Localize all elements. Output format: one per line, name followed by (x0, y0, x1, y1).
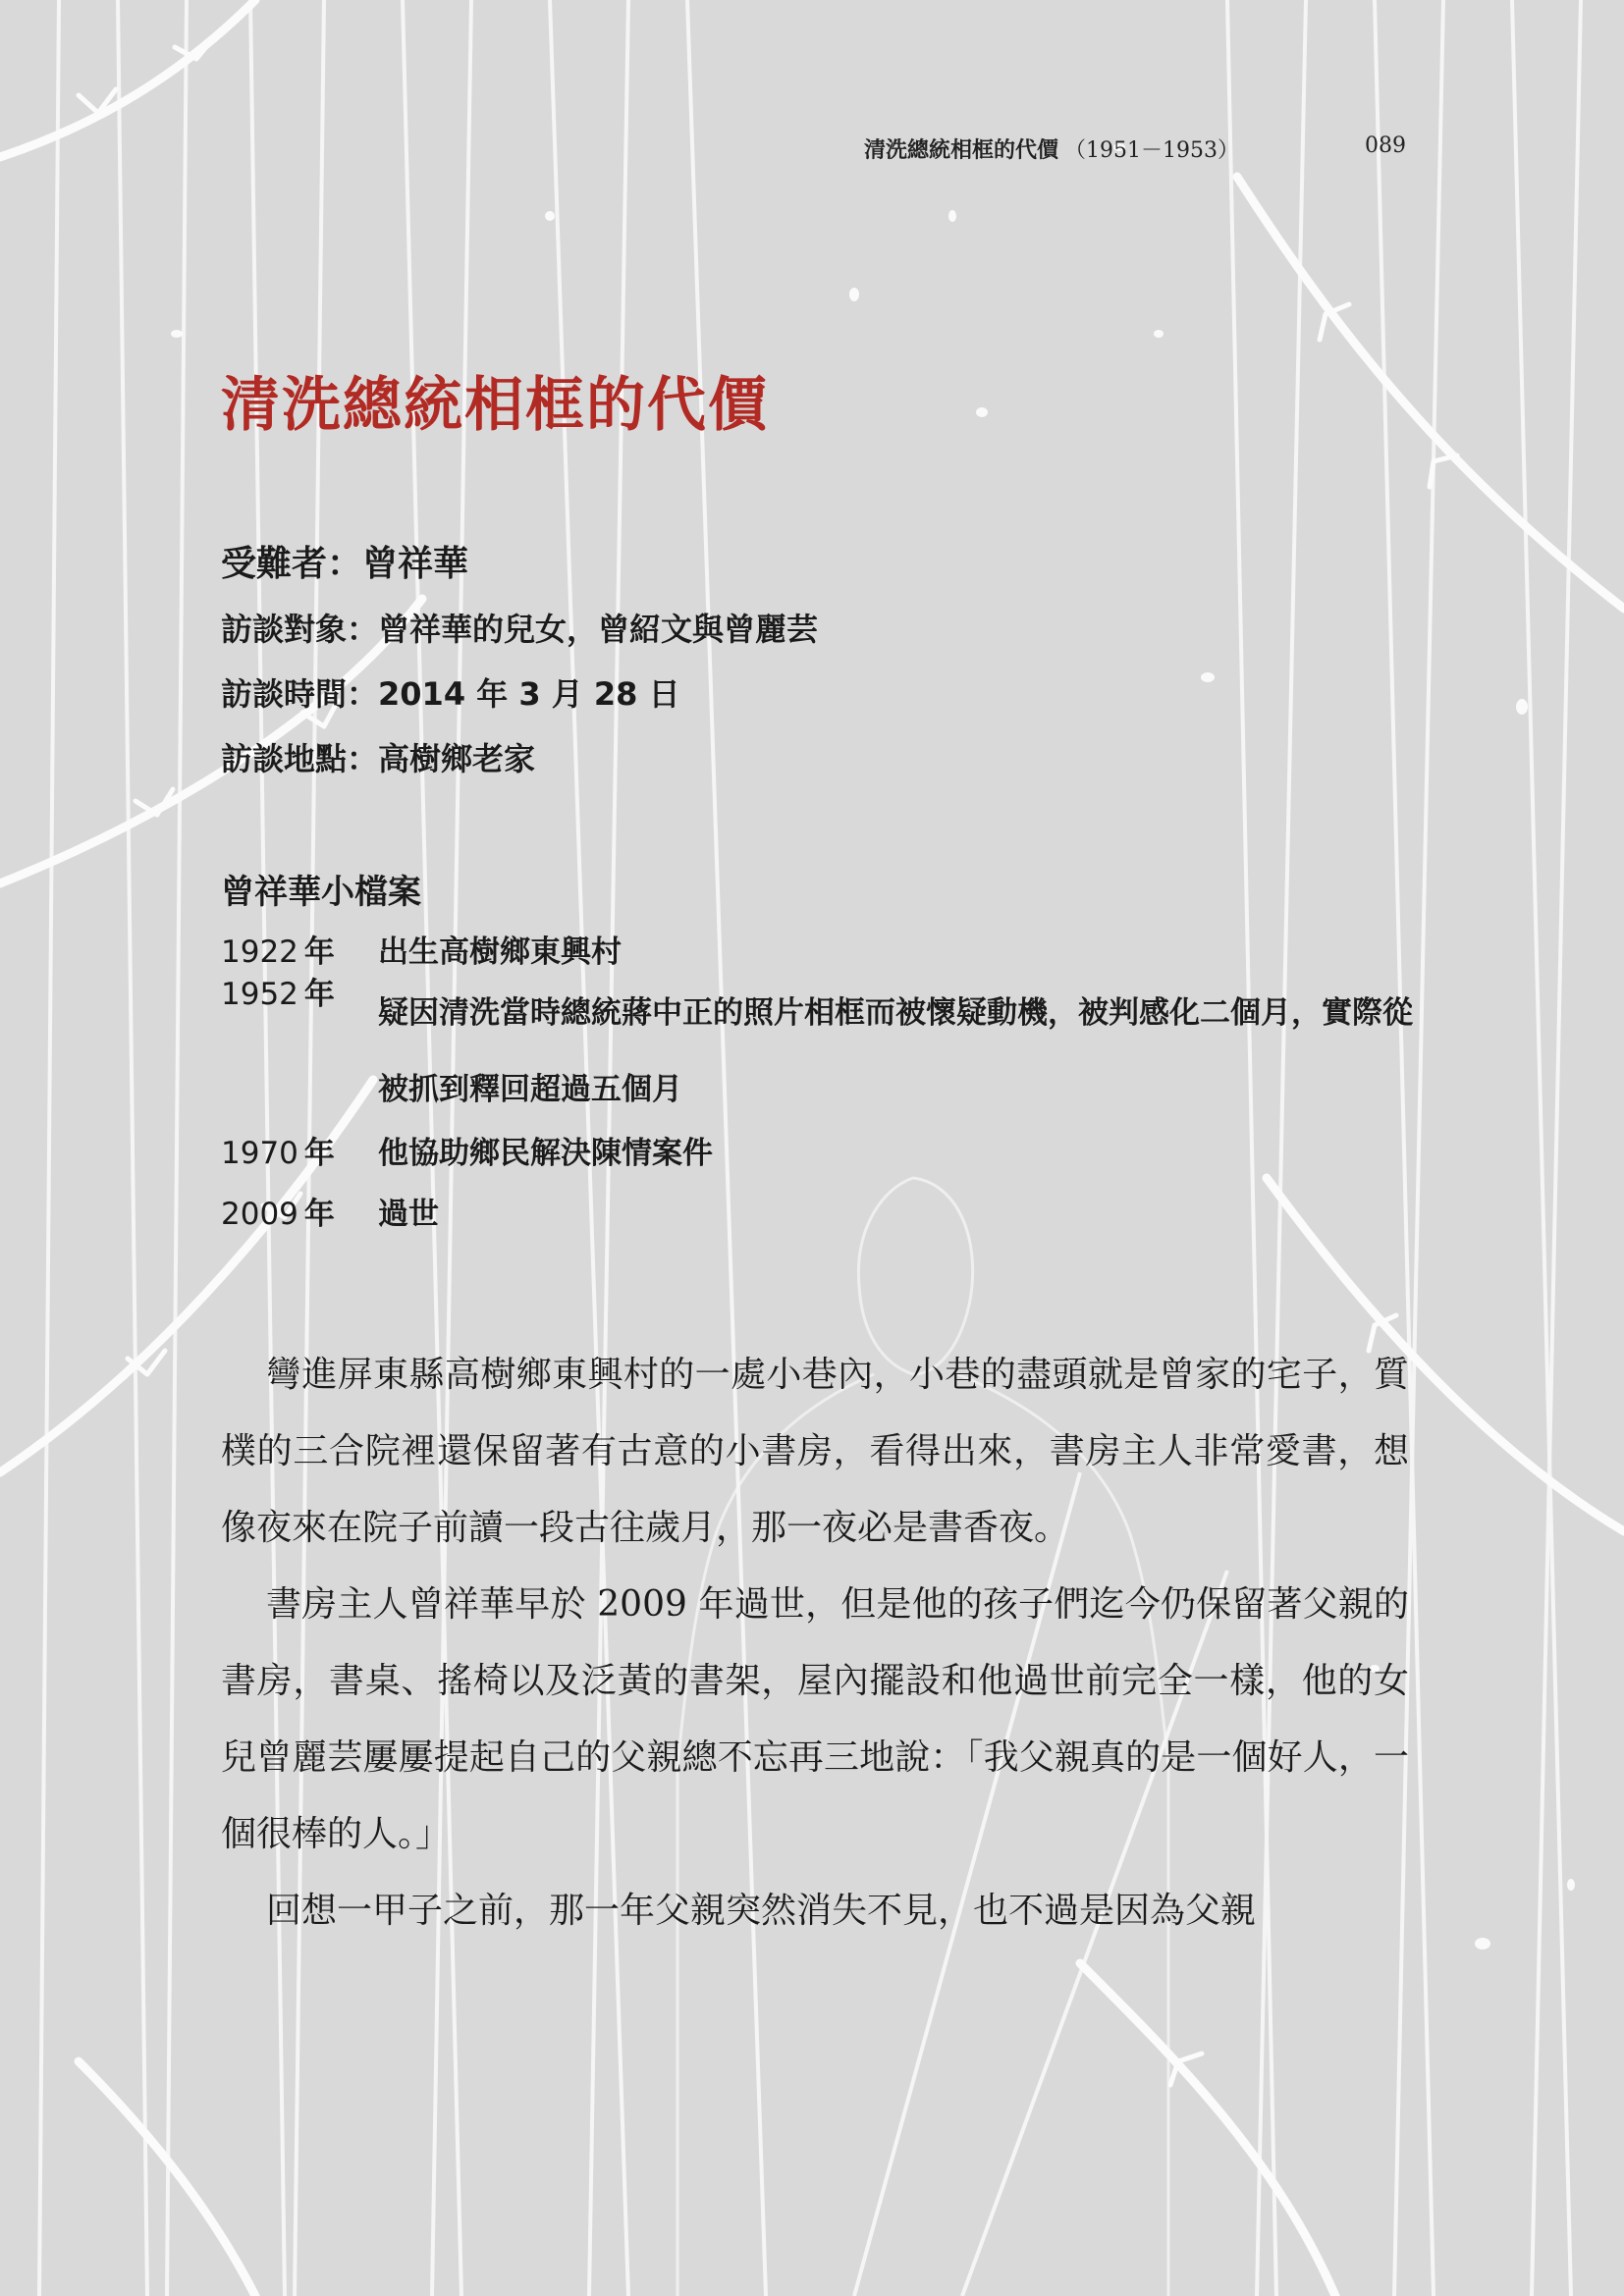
page-number: 089 (1365, 133, 1406, 158)
timeline-row (221, 1134, 1419, 1195)
body-text (221, 1337, 1409, 1949)
running-head-title: 清洗總統相框的代價 (864, 137, 1059, 163)
meta-time-label: 訪談時間： (221, 675, 379, 713)
body-paragraph: 彎進屏東縣高樹鄉東興村的一處小巷內，小巷的盡頭就是曾家的宅子，質樸的三合院裡還保留著有古意的小書房，看得出來，書房主人非常愛書，想像夜來在院子前讀一段古往歲月，那一夜必是書香夜。 (221, 1355, 1409, 1548)
timeline-row (221, 1195, 1419, 1255)
timeline-event: 他協助鄉民解決陳情案件 (378, 1136, 713, 1171)
running-head (864, 133, 1404, 164)
timeline-year-number: 1952 (221, 977, 298, 1012)
timeline-year (221, 933, 335, 972)
chapter-title: 清洗總統相框的代價 (221, 371, 769, 440)
timeline-event: 出生高樹鄉東興村 (378, 934, 622, 970)
running-head-years: （1951－1953） (1064, 138, 1239, 163)
timeline-year-number: 1970 (221, 1136, 298, 1171)
meta-time (221, 674, 1429, 739)
timeline-year-unit: 年 (303, 977, 335, 1012)
profile-box (221, 872, 1419, 1255)
timeline-year-unit: 年 (303, 1197, 335, 1232)
timeline-year (221, 975, 335, 1014)
meta-place (221, 739, 1429, 804)
timeline-year-unit: 年 (303, 934, 335, 970)
meta-interviewee (221, 610, 1429, 674)
profile-title: 曾祥華小檔案 (221, 873, 421, 912)
meta-interviewee-value: 曾祥華的兒女，曾紹文與曾麗芸 (378, 611, 819, 648)
meta-place-label: 訪談地點： (221, 740, 379, 777)
meta-interviewee-label: 訪談對象： (221, 611, 379, 648)
body-paragraph: 回想一甲子之前，那一年父親突然消失不見，也不過是因為父親 (266, 1891, 1257, 1931)
meta-victim (221, 545, 1429, 610)
timeline-event: 疑因清洗當時總統蔣中正的照片相框而被懷疑動機，被判感化二個月，實際從被抓到釋回超過五個月 (378, 995, 1413, 1107)
timeline-event: 過世 (378, 1197, 439, 1232)
timeline-year (221, 1195, 335, 1234)
body-paragraph: 書房主人曾祥華早於 2009 年過世，但是他的孩子們迄今仍保留著父親的書房，書桌、搖椅以及泛黃的書架，屋內擺設和他過世前完全一樣，他的女兒曾麗芸屢屢提起自己的父親總不忘再三地說：「我父親真的是一個好人，一個很棒的人。」 (221, 1584, 1409, 1854)
timeline-year-number: 1922 (221, 934, 298, 970)
interview-meta (221, 545, 1429, 804)
timeline-year (221, 1134, 335, 1173)
meta-victim-label: 受難者： (221, 544, 363, 584)
timeline-row (221, 975, 1419, 1134)
meta-victim-value: 曾祥華 (362, 544, 469, 584)
timeline-year-unit: 年 (303, 1136, 335, 1171)
meta-place-value: 高樹鄉老家 (378, 740, 536, 777)
timeline-year-number: 2009 (221, 1197, 298, 1232)
meta-time-value: 2014 年 3 月 28 日 (378, 675, 680, 713)
